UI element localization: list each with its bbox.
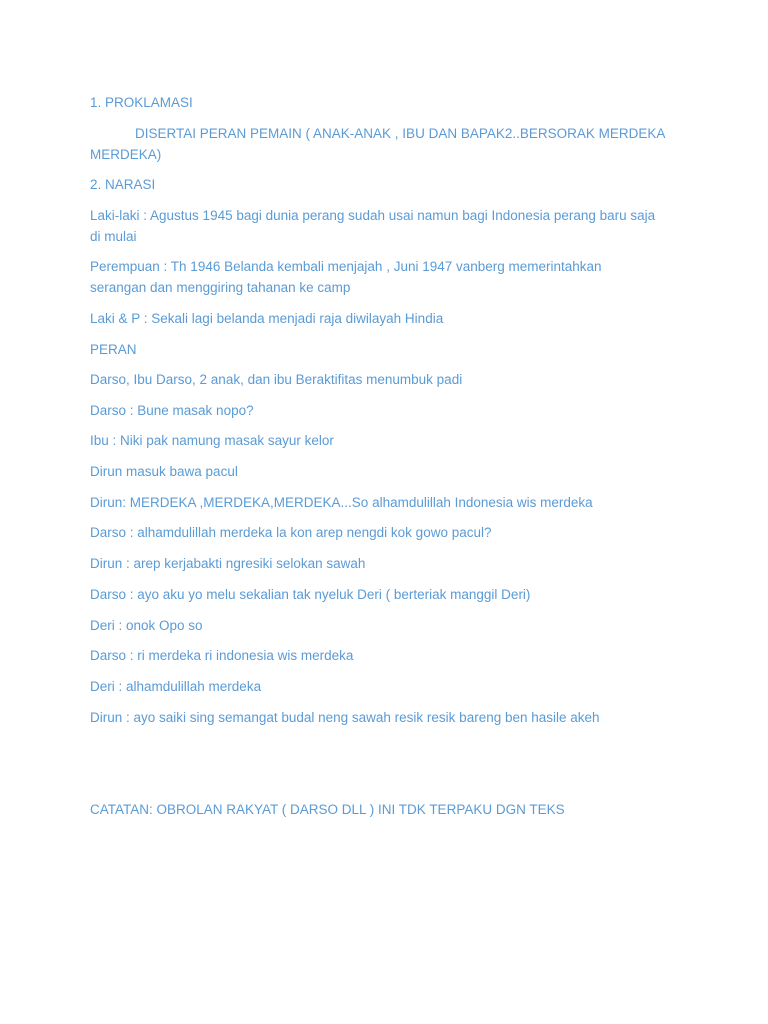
text-line: DISERTAI PERAN PEMAIN ( ANAK-ANAK , IBU DAN BAPAK2..BERSORAK MERDEKA <box>135 126 666 141</box>
heading-proklamasi: 1. PROKLAMASI <box>90 95 193 110</box>
dialogue-line: Darso : Bune masak nopo? <box>90 403 254 418</box>
dialogue-line: Ibu : Niki pak namung masak sayur kelor <box>90 433 334 448</box>
dialogue-line: Darso : ayo aku yo melu sekalian tak nyeluk Deri ( berteriak manggil Deri) <box>90 587 531 602</box>
dialogue-line: Darso : alhamdulillah merdeka la kon arep nengdi kok gowo pacul? <box>90 525 492 540</box>
text-line: Laki-laki : Agustus 1945 bagi dunia perang sudah usai namun bagi Indonesia perang baru saja <box>90 208 656 223</box>
dialogue-line: Dirun : ayo saiki sing semangat budal neng sawah resik resik bareng ben hasile akeh <box>90 710 600 725</box>
text-line: Dirun masuk bawa pacul <box>90 464 238 479</box>
heading-narasi: 2. NARASI <box>90 177 156 192</box>
text-line: MERDEKA) <box>90 147 162 162</box>
text-line: Perempuan : Th 1946 Belanda kembali menjajah , Juni 1947 vanberg memerintahkan <box>90 259 602 274</box>
dialogue-line: Dirun : arep kerjabakti ngresiki selokan sawah <box>90 556 366 571</box>
heading-peran: PERAN <box>90 342 137 357</box>
text-line: serangan dan menggiring tahanan ke camp <box>90 280 351 295</box>
text-line: Darso, Ibu Darso, 2 anak, dan ibu Beraktifitas menumbuk padi <box>90 372 463 387</box>
text-line: Laki & P : Sekali lagi belanda menjadi raja diwilayah Hindia <box>90 311 444 326</box>
text-line: di mulai <box>90 229 137 244</box>
dialogue-line: Darso : ri merdeka ri indonesia wis merdeka <box>90 648 354 663</box>
dialogue-line: Deri : alhamdulillah merdeka <box>90 679 262 694</box>
dialogue-line: Deri : onok Opo so <box>90 618 203 633</box>
dialogue-line: Dirun: MERDEKA ,MERDEKA,MERDEKA...So alhamdulillah Indonesia wis merdeka <box>90 495 593 510</box>
note-line: CATATAN: OBROLAN RAKYAT ( DARSO DLL ) INI TDK TERPAKU DGN TEKS <box>90 802 565 817</box>
